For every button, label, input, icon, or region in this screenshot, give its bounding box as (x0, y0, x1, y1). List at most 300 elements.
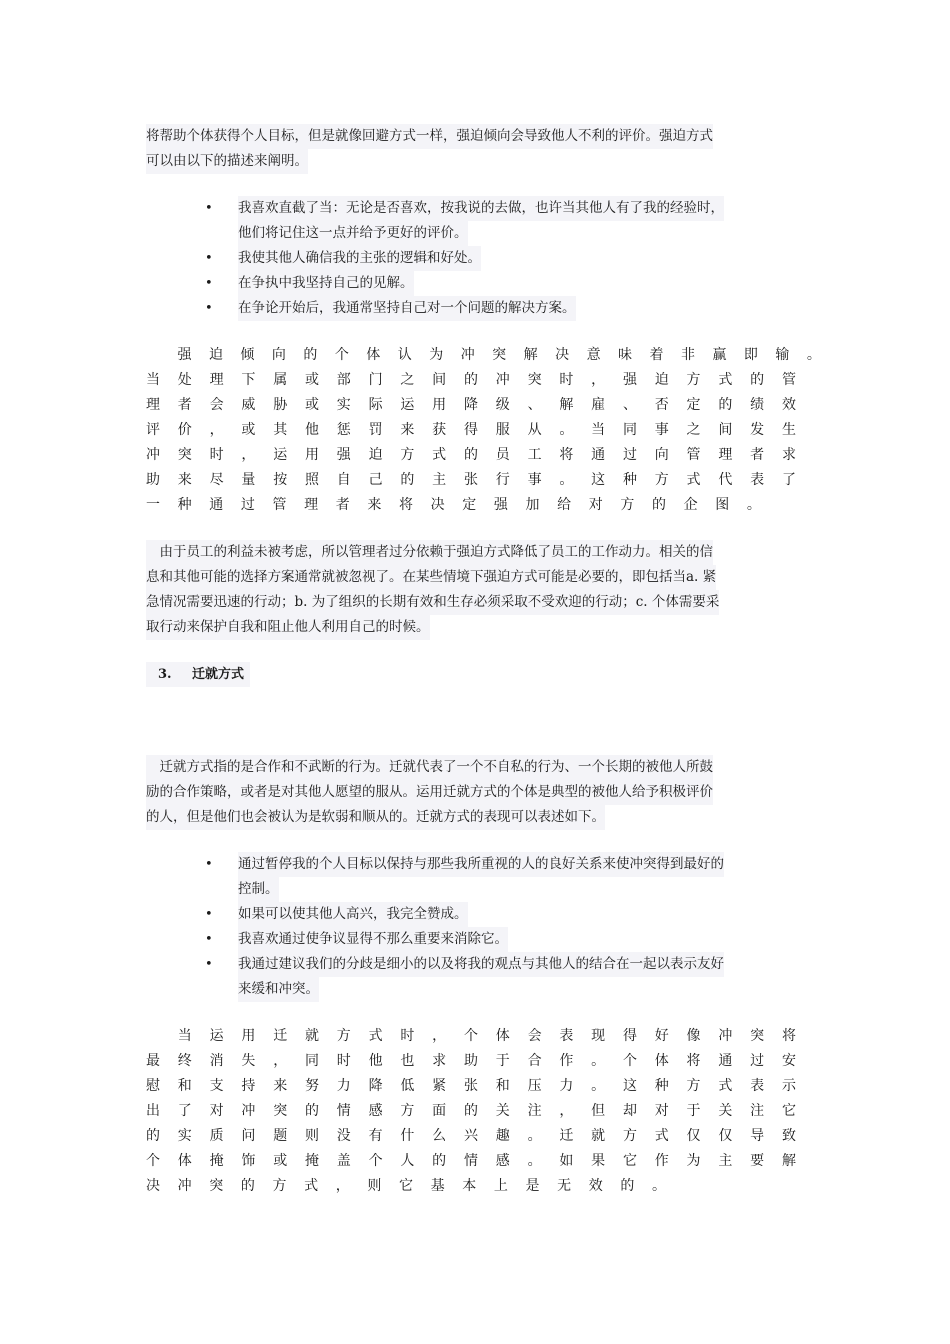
spaced-char: 式 (718, 372, 733, 388)
spaced-char: 突 (750, 1028, 765, 1044)
spaced-char: 表 (750, 472, 765, 488)
spaced-char: 是 (525, 1178, 540, 1194)
bullet-icon: • (205, 301, 213, 316)
spaced-char: 强 (622, 372, 637, 388)
spaced-char (146, 343, 160, 368)
paragraph-line: 迁就方式指的是合作和不武断的行为。迁就代表了一个不自私的行为、一个长期的被他人所鼓 (146, 755, 713, 780)
spaced-char: 紧 (432, 1078, 447, 1094)
spaced-char: 企 (683, 497, 698, 513)
spaced-char: 效 (781, 397, 796, 413)
spaced-char: 员 (495, 447, 510, 463)
spaced-char: 效 (588, 1178, 603, 1194)
spaced-char: 。 (652, 1178, 666, 1194)
spaced-char: 为 (686, 1153, 701, 1169)
spaced-char: 或 (304, 372, 319, 388)
spaced-char: 时 (336, 1053, 351, 1069)
spaced-char: 认 (397, 347, 412, 363)
list-item: 来缓和冲突。 (238, 977, 319, 1002)
spaced-char: 于 (495, 1053, 510, 1069)
spaced-char: 处 (177, 372, 192, 388)
spaced-char: 从 (527, 422, 542, 438)
spaced-char: 努 (304, 1078, 319, 1094)
spaced-char: 饰 (241, 1153, 256, 1169)
list-item: 他们将记住这一点并给予更好的评价。 (238, 221, 468, 246)
spaced-char: 、 (622, 397, 637, 413)
spaced-char: 当 (146, 372, 160, 388)
spaced-char: 过 (240, 497, 255, 513)
spaced-char: 注 (527, 1103, 542, 1119)
spaced-char: 持 (241, 1078, 256, 1094)
spaced-char: 的 (146, 1128, 160, 1144)
section-title: 迁就方式 (192, 667, 245, 682)
spaced-char: 个 (334, 347, 349, 363)
spaced-paragraph-line (146, 468, 796, 493)
spaced-char: 的 (463, 372, 478, 388)
spaced-paragraph-line (146, 1074, 796, 1099)
spaced-char: 了 (177, 1103, 192, 1119)
spaced-char: 迁 (273, 1028, 288, 1044)
spaced-char: 管 (272, 497, 287, 513)
spaced-char: 方 (336, 1028, 351, 1044)
spaced-char: 突 (273, 1103, 288, 1119)
spaced-char: 向 (654, 447, 669, 463)
spaced-paragraph-line (146, 1124, 796, 1149)
spaced-char: 当 (591, 422, 606, 438)
spaced-char: 的 (750, 372, 765, 388)
spaced-char: 个 (368, 1153, 383, 1169)
spaced-char: 属 (273, 372, 288, 388)
spaced-char: 的 (303, 347, 318, 363)
spaced-char: 。 (559, 422, 574, 438)
spaced-char: 的 (432, 1153, 447, 1169)
bullet-icon: • (205, 932, 213, 947)
spaced-char: 的 (718, 397, 733, 413)
spaced-char: 低 (400, 1078, 415, 1094)
spaced-char: 级 (495, 397, 510, 413)
spaced-char: 用 (304, 447, 319, 463)
section-number: 3. (158, 667, 172, 682)
list-item: 我喜欢直截了当：无论是否喜欢，按我说的去做，也许当其他人有了我的经验时， (238, 196, 724, 221)
spaced-char (146, 1024, 160, 1049)
spaced-char: 定 (686, 397, 701, 413)
section-heading (146, 662, 250, 687)
spaced-char: 一 (146, 497, 160, 513)
paragraph-line: 急情况需要迅速的行动；b. 为了组织的长期有效和生存必须采取不受欢迎的行动；c. 个体需要采 (146, 590, 719, 615)
spaced-char: 兴 (463, 1128, 478, 1144)
spaced-char: 降 (368, 1078, 383, 1094)
paragraph-line: 息和其他可能的选择方案通常就被忽视了。在某些情境下强迫方式可能是必要的，即包括当a. 紧 (146, 565, 716, 590)
spaced-char: 或 (273, 1153, 288, 1169)
spaced-char: 仅 (686, 1128, 701, 1144)
spaced-char: 得 (622, 1028, 637, 1044)
spaced-char: 强 (336, 447, 351, 463)
spaced-char: 生 (781, 422, 796, 438)
spaced-char: 之 (686, 422, 701, 438)
spaced-char: 则 (304, 1128, 319, 1144)
spaced-char: 迁 (559, 1128, 574, 1144)
spaced-char: 感 (495, 1153, 510, 1169)
spaced-char: 运 (400, 397, 415, 413)
list-item: 在争执中我坚持自己的见解。 (238, 271, 414, 296)
spaced-char: 和 (495, 1078, 510, 1094)
spaced-char: 张 (463, 1078, 478, 1094)
spaced-char: 。 (559, 472, 574, 488)
spaced-char: 注 (750, 1103, 765, 1119)
spaced-char: 强 (493, 497, 508, 513)
spaced-char: 时 (400, 1028, 415, 1044)
spaced-paragraph-line (146, 393, 796, 418)
spaced-char: 种 (622, 472, 637, 488)
spaced-char: 掩 (209, 1153, 224, 1169)
spaced-char: 事 (654, 422, 669, 438)
spaced-char: 赢 (712, 347, 727, 363)
spaced-char: 当 (177, 1028, 192, 1044)
spaced-char: 力 (559, 1078, 574, 1094)
spaced-char: 味 (618, 347, 633, 363)
spaced-char: 评 (146, 422, 160, 438)
spaced-char: 却 (622, 1103, 637, 1119)
spaced-char: 罚 (368, 422, 383, 438)
spaced-char: 对 (209, 1103, 224, 1119)
spaced-char: 者 (750, 447, 765, 463)
spaced-char: 将 (781, 1028, 796, 1044)
list-item: 通过暂停我的个人目标以保持与那些我所重视的人的良好关系来使冲突得到最好的 (238, 852, 724, 877)
bullet-icon: • (205, 251, 213, 266)
spaced-char: 威 (241, 397, 256, 413)
spaced-char: 服 (495, 422, 510, 438)
spaced-char: 个 (622, 1053, 637, 1069)
spaced-char: 如 (559, 1153, 574, 1169)
spaced-char: 的 (620, 1178, 635, 1194)
spaced-char: 。 (746, 497, 761, 513)
spaced-char: 管 (686, 447, 701, 463)
spaced-paragraph-line (146, 418, 796, 443)
spaced-paragraph-line (146, 1049, 796, 1074)
spaced-char: 迫 (208, 347, 223, 363)
spaced-char: 关 (718, 1103, 733, 1119)
spaced-char: 将 (686, 1053, 701, 1069)
spaced-char: 着 (649, 347, 664, 363)
spaced-char: 得 (463, 422, 478, 438)
spaced-char: 关 (495, 1103, 510, 1119)
spaced-char: 事 (527, 472, 542, 488)
intro-line: 可以由以下的描述来阐明。 (146, 149, 308, 174)
spaced-char: 种 (654, 1078, 669, 1094)
spaced-char: 输 (775, 347, 790, 363)
spaced-char: 会 (527, 1028, 542, 1044)
spaced-char: 就 (304, 1028, 319, 1044)
list-item: 我通过建议我们的分歧是细小的以及将我的观点与其他人的结合在一起以表示友好 (238, 952, 724, 977)
spaced-char: 趣 (495, 1128, 510, 1144)
spaced-char: 人 (400, 1153, 415, 1169)
spaced-char: 者 (335, 497, 350, 513)
spaced-char: ， (432, 1028, 447, 1044)
spaced-char: 同 (622, 422, 637, 438)
spaced-char: 表 (750, 1078, 765, 1094)
spaced-char: 式 (368, 1028, 383, 1044)
spaced-char: 或 (304, 397, 319, 413)
spaced-char: 、 (527, 397, 542, 413)
spaced-char: 式 (686, 472, 701, 488)
spaced-char: 间 (432, 372, 447, 388)
spaced-char: 其 (273, 422, 288, 438)
spaced-char: 理 (304, 497, 319, 513)
spaced-char: 助 (463, 1053, 478, 1069)
spaced-char: 个 (146, 1153, 160, 1169)
spaced-char: 表 (559, 1028, 574, 1044)
spaced-char: 意 (586, 347, 601, 363)
bullet-icon: • (205, 907, 213, 922)
spaced-char: 他 (304, 422, 319, 438)
spaced-char: 突 (209, 1178, 224, 1194)
spaced-char: 求 (781, 447, 796, 463)
spaced-char: 突 (527, 372, 542, 388)
spaced-char: 体 (654, 1053, 669, 1069)
spaced-char: 就 (591, 1128, 606, 1144)
spaced-char: 冲 (177, 1178, 192, 1194)
spaced-char: 果 (591, 1153, 606, 1169)
spaced-char: 绩 (750, 397, 765, 413)
spaced-char: 终 (177, 1053, 192, 1069)
spaced-char: 方 (686, 372, 701, 388)
spaced-char: 胁 (273, 397, 288, 413)
spaced-char: 方 (272, 1178, 287, 1194)
bullet-icon: • (205, 201, 213, 216)
spaced-paragraph-line (146, 443, 796, 468)
spaced-char: 这 (622, 1078, 637, 1094)
spaced-char: 体 (177, 1153, 192, 1169)
spaced-char: 于 (686, 1103, 701, 1119)
spaced-char: 失 (241, 1053, 256, 1069)
spaced-char: 有 (368, 1128, 383, 1144)
spaced-char: 式 (432, 447, 447, 463)
spaced-char: 面 (432, 1103, 447, 1119)
spaced-char: 感 (368, 1103, 383, 1119)
spaced-char: 通 (591, 447, 606, 463)
spaced-char: 冲 (495, 372, 510, 388)
spaced-char: 情 (463, 1153, 478, 1169)
spaced-char: 为 (429, 347, 444, 363)
spaced-char: 通 (718, 1053, 733, 1069)
spaced-char: 像 (686, 1028, 701, 1044)
spaced-paragraph-line (146, 368, 796, 393)
spaced-char: 者 (177, 397, 192, 413)
spaced-char: 出 (146, 1103, 160, 1119)
spaced-char: 问 (241, 1128, 256, 1144)
spaced-char: ， (559, 1103, 574, 1119)
spaced-char: 。 (591, 1078, 606, 1094)
spaced-char: 和 (177, 1078, 192, 1094)
spaced-char: 。 (806, 347, 821, 363)
spaced-char: 。 (527, 1128, 542, 1144)
spaced-char: 给 (557, 497, 572, 513)
spaced-char: 非 (680, 347, 695, 363)
spaced-paragraph-line (146, 1024, 796, 1049)
spaced-char: 管 (781, 372, 796, 388)
spaced-char: 决 (555, 347, 570, 363)
spaced-char: 雇 (591, 397, 606, 413)
spaced-char: 代 (718, 472, 733, 488)
spaced-char: 消 (209, 1053, 224, 1069)
spaced-char: 。 (591, 1053, 606, 1069)
spaced-char: 对 (588, 497, 603, 513)
spaced-char: 倾 (240, 347, 255, 363)
spaced-paragraph-line (146, 1149, 796, 1174)
spaced-char: 式 (718, 1078, 733, 1094)
spaced-char: 对 (654, 1103, 669, 1119)
spaced-char: 了 (781, 472, 796, 488)
spaced-char: 。 (527, 1153, 542, 1169)
spaced-char: 冲 (718, 1028, 733, 1044)
spaced-char: 通 (209, 497, 224, 513)
spaced-char: ， (273, 1053, 288, 1069)
spaced-char: 来 (367, 497, 382, 513)
spaced-char: 尽 (209, 472, 224, 488)
spaced-char: 无 (557, 1178, 572, 1194)
list-item: 我喜欢通过使争议显得不那么重要来消除它。 (238, 927, 508, 952)
spaced-char: 定 (462, 497, 477, 513)
spaced-char: 式 (304, 1178, 319, 1194)
list-item: 控制。 (238, 877, 279, 902)
spaced-char: 但 (591, 1103, 606, 1119)
spaced-char: 决 (430, 497, 445, 513)
spaced-char: 用 (432, 397, 447, 413)
spaced-char: 部 (336, 372, 351, 388)
spaced-char: 式 (654, 1128, 669, 1144)
spaced-char: 同 (304, 1053, 319, 1069)
spaced-char: ， (209, 422, 224, 438)
spaced-char: 否 (654, 397, 669, 413)
spaced-char: 解 (523, 347, 538, 363)
list-item: 如果可以使其他人高兴，我完全赞成。 (238, 902, 468, 927)
spaced-char: 最 (146, 1053, 160, 1069)
spaced-char: 盖 (336, 1153, 351, 1169)
spaced-char: 没 (336, 1128, 351, 1144)
spaced-char: 主 (718, 1153, 733, 1169)
spaced-char: 本 (462, 1178, 477, 1194)
spaced-char: 运 (273, 447, 288, 463)
spaced-char: ， (591, 372, 606, 388)
spaced-char: 将 (559, 447, 574, 463)
spaced-char: 突 (177, 447, 192, 463)
spaced-char: 获 (432, 422, 447, 438)
spaced-char: 工 (527, 447, 542, 463)
spaced-char: 要 (750, 1153, 765, 1169)
spaced-char: 基 (430, 1178, 445, 1194)
intro-line: 将帮助个体获得个人目标，但是就像回避方式一样，强迫倾向会导致他人不利的评价。强迫方式 (146, 124, 713, 149)
spaced-char: 方 (400, 447, 415, 463)
spaced-char: ， (241, 447, 256, 463)
spaced-char: 突 (492, 347, 507, 363)
spaced-char: 质 (209, 1128, 224, 1144)
spaced-char: 实 (336, 397, 351, 413)
spaced-char: 这 (591, 472, 606, 488)
spaced-char: 冲 (241, 1103, 256, 1119)
spaced-char: 迫 (654, 372, 669, 388)
spaced-char: 也 (400, 1053, 415, 1069)
spaced-char: 好 (654, 1028, 669, 1044)
spaced-paragraph-line (146, 1099, 796, 1124)
paragraph-line: 励的合作策略，或者是对其他人愿望的服从。运用迁就方式的个体是典型的被他人给予积极评价 (146, 780, 713, 805)
spaced-char: 个 (463, 1028, 478, 1044)
spaced-char: 强 (177, 347, 192, 363)
spaced-char: 他 (368, 1053, 383, 1069)
spaced-char: 行 (495, 472, 510, 488)
spaced-char: 它 (781, 1103, 796, 1119)
spaced-char: 掩 (304, 1153, 319, 1169)
spaced-paragraph-line (146, 343, 821, 368)
list-item: 我使其他人确信我的主张的逻辑和好处。 (238, 246, 481, 271)
bullet-icon: • (205, 857, 213, 872)
spaced-char: 实 (177, 1128, 192, 1144)
spaced-char: 图 (715, 497, 730, 513)
spaced-char: 发 (750, 422, 765, 438)
spaced-char: ， (335, 1178, 350, 1194)
spaced-char: 什 (400, 1128, 415, 1144)
spaced-char: 自 (336, 472, 351, 488)
spaced-char: 来 (400, 422, 415, 438)
spaced-paragraph-line (146, 1174, 666, 1199)
spaced-char: 体 (366, 347, 381, 363)
spaced-char: 按 (273, 472, 288, 488)
spaced-char: 方 (622, 1128, 637, 1144)
spaced-char: 加 (525, 497, 540, 513)
spaced-char: 来 (273, 1078, 288, 1094)
spaced-char: 安 (781, 1053, 796, 1069)
spaced-char: 用 (241, 1028, 256, 1044)
spaced-char: 压 (527, 1078, 542, 1094)
spaced-char: 即 (743, 347, 758, 363)
spaced-char: 向 (271, 347, 286, 363)
spaced-char: 量 (241, 472, 256, 488)
spaced-char: 时 (209, 447, 224, 463)
bullet-icon: • (205, 276, 213, 291)
paragraph-line: 由于员工的利益未被考虑，所以管理者过分依赖于强迫方式降低了员工的工作动力。相关的信 (146, 540, 713, 565)
spaced-char: 则 (367, 1178, 382, 1194)
spaced-char: 价 (177, 422, 192, 438)
spaced-char: 方 (654, 472, 669, 488)
spaced-char: 示 (781, 1078, 796, 1094)
spaced-char: 的 (463, 1103, 478, 1119)
spaced-char: 解 (781, 1153, 796, 1169)
spaced-char: 理 (718, 447, 733, 463)
spaced-char: 的 (304, 1103, 319, 1119)
list-item: 在争论开始后，我通常坚持自己对一个问题的解决方案。 (238, 296, 576, 321)
spaced-char: 它 (622, 1153, 637, 1169)
spaced-char: 来 (177, 472, 192, 488)
spaced-char: 么 (432, 1128, 447, 1144)
spaced-char: 力 (336, 1078, 351, 1094)
bullet-icon: • (205, 957, 213, 972)
spaced-char: 助 (146, 472, 160, 488)
paragraph-line: 的人，但是他们也会被认为是软弱和顺从的。迁就方式的表现可以表述如下。 (146, 805, 605, 830)
spaced-char: 题 (273, 1128, 288, 1144)
spaced-char: 作 (559, 1053, 574, 1069)
spaced-char: 际 (368, 397, 383, 413)
spaced-char: 迫 (368, 447, 383, 463)
spaced-char: 惩 (336, 422, 351, 438)
paragraph-line: 取行动来保护自我和阻止他人利用自己的时候。 (146, 615, 430, 640)
spaced-char: 导 (750, 1128, 765, 1144)
spaced-char: 之 (400, 372, 415, 388)
spaced-char: 冲 (146, 447, 160, 463)
spaced-char: 运 (209, 1028, 224, 1044)
spaced-char: 方 (620, 497, 635, 513)
spaced-char: 将 (399, 497, 413, 513)
spaced-char: 或 (241, 422, 256, 438)
spaced-char: 情 (336, 1103, 351, 1119)
spaced-char: 的 (463, 447, 478, 463)
